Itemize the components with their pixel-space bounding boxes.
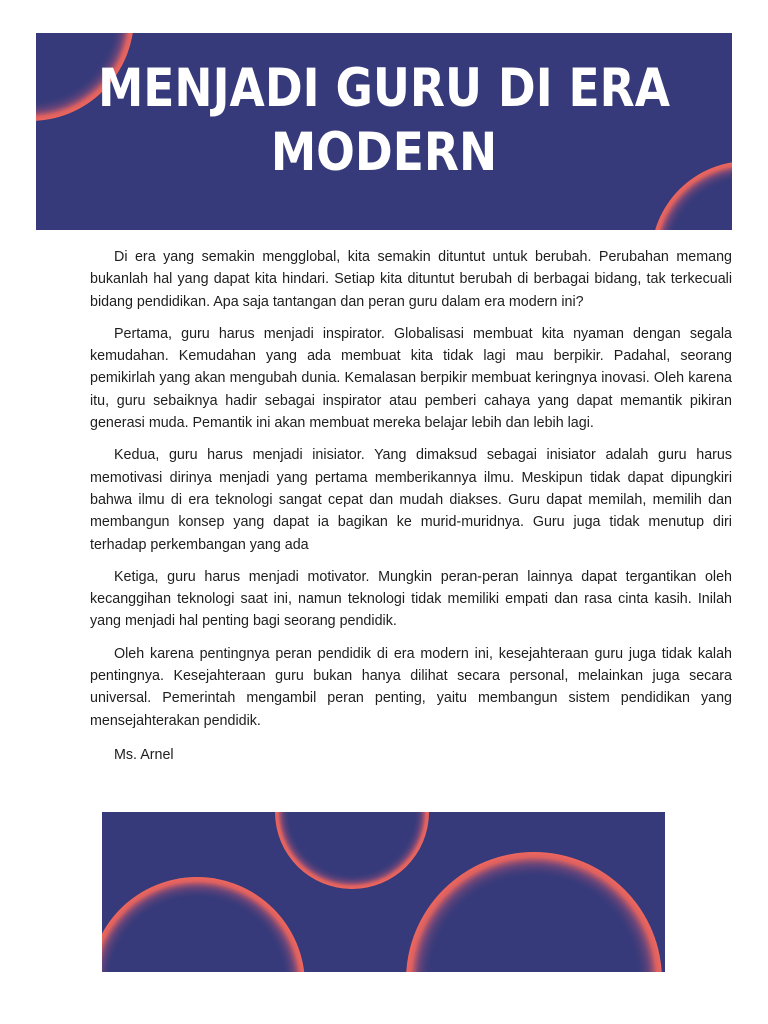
page-title <box>85 57 684 185</box>
paragraph-motivator: Ketiga, guru harus menjadi motivator. Mungkin peran-peran lainnya dapat tergantikan oleh kecanggihan teknologi saat ini, namun teknologi tidak memiliki empati dan rasa cinta kasih. Inilah yang menjadi hal penting bagi seorang pendidik. <box>90 568 732 630</box>
article-body <box>90 246 732 776</box>
paragraph-inspirator: Pertama, guru harus menjadi inspirator. Globalisasi membuat kita nyaman dengan segala kemudahan. Kemudahan yang ada membuat kita tidak lagi mau berpikir. Padahal, seorang pemikirlah yang akan mengubah dunia. Kemalasan berpikir membuat keringnya inovasi. Oleh karena itu, guru sebaiknya hadir sebagai inspirator atau pemberi cahaya yang dapat memantik pikiran generasi muda. Pemantik ini akan membuat mereka belajar lebih dan lebih lagi. <box>90 325 732 432</box>
header-banner <box>36 33 732 230</box>
paragraph-intro: Di era yang semakin mengglobal, kita semakin dituntut untuk berubah. Perubahan memang bukanlah hal yang dapat kita hindari. Setiap kita dituntut berubah di berbagai bidang, tak terkecuali bidang pendidikan. Apa saja tantangan dan peran guru dalam era modern ini? <box>90 249 732 310</box>
footer-top-center-arc <box>275 812 429 889</box>
footer-banner <box>102 812 665 972</box>
paragraph-conclusion: Oleh karena pentingnya peran pendidik di era modern ini, kesejahteraan guru juga tidak kalah pentingnya. Kesejahteraan guru bukan hanya dilihat secara personal, melainkan juga secara universal. Pemerintah mengambil peran penting, yaitu membangun sistem pendidikan yang mensejahterakan pendidik. <box>90 645 732 729</box>
footer-bottom-left-arc <box>102 877 305 972</box>
title-line-2: MODERN <box>270 122 498 183</box>
footer-bottom-right-arc <box>406 852 662 972</box>
footer-arc-decoration <box>102 812 665 972</box>
paragraph-inisiator: Kedua, guru harus menjadi inisiator. Yang dimaksud sebagai inisiator adalah guru harus memotivasi dirinya menjadi yang pertama memberikannya ilmu. Meskipun tidak dapat dipungkiri bahwa ilmu di era teknologi sangat cepat dan mudah diakses. Guru dapat memilah, memilih dan membangun konsep yang dapat ia bagikan ke murid-muridnya. Guru juga tidak menutup diri terhadap perkembangan yang ada <box>90 447 732 553</box>
author-signature: Ms. Arnel <box>114 746 174 763</box>
title-line-1: MENJADI GURU DI ERA <box>97 58 671 119</box>
